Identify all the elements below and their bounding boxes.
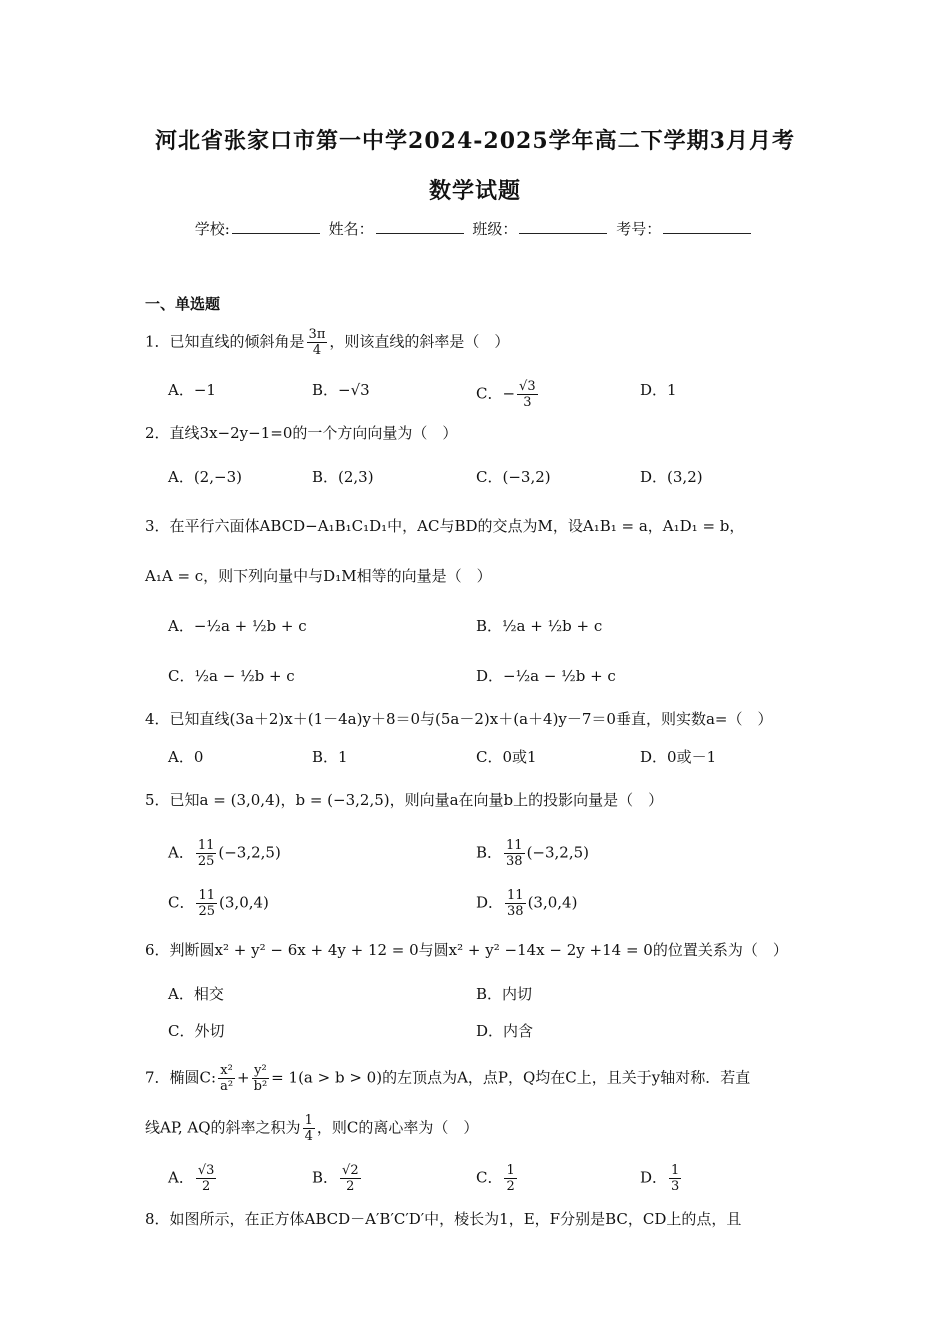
q7-sp-num: 1 — [304, 1113, 313, 1128]
q6-option-d[interactable]: D．内含 — [476, 1022, 534, 1040]
q1-option-b[interactable]: B．−√3 — [312, 381, 370, 399]
question-5-stem: 5．已知a = (3,0,4)，b = (−3,2,5)，则向量a在向量b上的投影向量是（ ） — [145, 791, 664, 809]
q4-option-c[interactable]: C．0或1 — [476, 748, 537, 766]
q3-option-c[interactable]: C．½a − ½b + c — [168, 667, 295, 685]
student-info-line — [0, 218, 950, 239]
q2-option-b[interactable]: B．(2,3) — [312, 468, 374, 486]
q7d-label: D． — [640, 1168, 668, 1187]
question-3-stem-line1: 3．在平行六面体ABCD−A₁B₁C₁D₁中，AC与BD的交点为M，设A₁B₁ = a，A₁D₁ = b， — [145, 517, 745, 535]
q1-option-c-fraction — [517, 379, 538, 410]
q5b-label: B． — [476, 843, 503, 862]
q5b-den: 38 — [506, 854, 523, 869]
q7-x2: x² — [218, 1063, 235, 1079]
exam-title-line2: 数学试题 — [428, 178, 521, 204]
school-blank[interactable] — [232, 219, 320, 234]
q2-option-a[interactable]: A．(2,−3) — [168, 468, 242, 486]
q1-option-c[interactable] — [476, 379, 540, 410]
q5d-num: 11 — [507, 888, 524, 903]
q1c-num: √3 — [519, 379, 536, 394]
q1-frac-den: 4 — [312, 343, 322, 358]
q3-option-d[interactable]: D．−½a − ½b + c — [476, 667, 616, 685]
q7c-den: 2 — [506, 1179, 515, 1194]
q5c-den: 25 — [198, 904, 216, 919]
q7-b2: b² — [253, 1079, 268, 1094]
name-blank[interactable] — [376, 219, 464, 234]
exam-title-line1: 河北省张家口市第一中学2024-2025学年高二下学期3月月考 — [155, 128, 795, 154]
q7a-num: √3 — [197, 1163, 215, 1178]
q4-option-a[interactable]: A．0 — [168, 748, 204, 766]
q5d-den: 38 — [507, 904, 524, 919]
question-3-stem-line2: A₁A = c，则下列向量中与D₁M相等的向量是（ ） — [145, 567, 492, 585]
q5b-num: 11 — [506, 838, 523, 853]
q5-option-a[interactable] — [168, 838, 281, 869]
q5a-label: A． — [168, 843, 194, 862]
q7-y2: y² — [252, 1063, 270, 1079]
q6-option-b[interactable]: B．内切 — [476, 985, 533, 1003]
q7b-label: B． — [312, 1168, 339, 1187]
q1-frac-num: 3π — [308, 327, 326, 342]
q7c-num: 1 — [506, 1163, 515, 1178]
q5c-vector: (3,0,4) — [219, 893, 269, 912]
question-2-stem: 2．直线3x−2y−1=0的一个方向向量为（ ） — [145, 424, 458, 442]
question-6-stem: 6．判断圆x² + y² − 6x + 4y + 12 = 0与圆x² + y² −14x − 2y +14 = 0的位置关系为（ ） — [145, 941, 788, 959]
q5b-fraction — [504, 838, 525, 869]
q7-option-d[interactable] — [640, 1163, 683, 1194]
q7b-fraction — [340, 1163, 361, 1194]
q5c-num: 11 — [198, 888, 216, 903]
q6-option-a[interactable]: A．相交 — [168, 985, 224, 1003]
q7-sp-den: 4 — [304, 1129, 313, 1144]
q4-option-b[interactable]: B．1 — [312, 748, 348, 766]
q5a-fraction — [196, 838, 217, 869]
q5d-label: D． — [476, 893, 504, 912]
q5a-vector: (−3,2,5) — [218, 843, 281, 862]
q1-option-d[interactable]: D．1 — [640, 381, 677, 399]
q7-text-post: (a > b > 0)的左顶点为A，点P，Q均在C上，且关于y轴对称．若直 — [298, 1068, 751, 1087]
q7c-fraction — [504, 1163, 516, 1194]
q5-option-d[interactable] — [476, 888, 577, 919]
q7-a2: a² — [220, 1079, 234, 1094]
question-4-stem: 4．已知直线(3a＋2)x＋(1－4a)y＋8＝0与(5a－2)x＋(a＋4)y－7＝0垂直，则实数a=（ ） — [145, 710, 773, 728]
q1-option-a[interactable]: A．−1 — [168, 381, 216, 399]
q7a-den: 2 — [201, 1179, 211, 1194]
q2-option-c[interactable]: C．(−3,2) — [476, 468, 551, 486]
q7-option-b[interactable] — [312, 1163, 363, 1194]
exam-no-blank[interactable] — [663, 219, 751, 234]
q5-option-c[interactable] — [168, 888, 269, 919]
q5c-label: C． — [168, 893, 195, 912]
q5b-vector: (−3,2,5) — [526, 843, 590, 862]
class-blank[interactable] — [519, 219, 607, 234]
q7d-fraction — [669, 1163, 681, 1194]
q7-option-c[interactable] — [476, 1163, 519, 1194]
question-7-stem-line1: 7．椭圆C: $\frac{\text{x²}}{\text{a²}}$ + $\frac{\text{y²}}{\text{b²}}$ = 1(a > b > 0)的左顶点为A，点P，Q均在C上，且关于y轴对称．若直 — [145, 1063, 751, 1094]
q3-option-b[interactable]: B．½a + ½b + c — [476, 617, 603, 635]
q7a-label: A． — [168, 1168, 194, 1187]
q7-line2-post: ，则C的离心率为（ ） — [316, 1118, 479, 1137]
class-label: 班级： — [472, 220, 518, 238]
q7-slope-product — [303, 1113, 315, 1144]
q7-line2-pre: 线AP, AQ的斜率之积为 — [145, 1118, 301, 1137]
name-label: 姓名： — [328, 220, 374, 238]
q1-fraction — [307, 327, 328, 358]
q5a-num: 11 — [197, 838, 215, 853]
q7c-label: C． — [476, 1168, 503, 1187]
q1-text-pre: 1．已知直线的倾斜角是 — [145, 332, 305, 351]
q7-ellipse-x-term — [218, 1063, 235, 1094]
section-heading: 一、单选题 — [145, 295, 221, 313]
q5-option-b[interactable] — [476, 838, 589, 869]
q1-option-c-label: C．− — [476, 384, 516, 403]
q7b-num: √2 — [342, 1163, 359, 1178]
q1-text-post: ，则该直线的斜率是（ ） — [329, 332, 510, 351]
q7b-den: 2 — [346, 1179, 355, 1194]
q6-option-c[interactable]: C．外切 — [168, 1022, 225, 1040]
q5d-fraction — [505, 888, 526, 919]
q5c-fraction — [196, 888, 217, 919]
question-1-stem — [145, 327, 509, 358]
q1c-den: 3 — [523, 395, 532, 410]
q7-ellipse-y-term — [252, 1063, 270, 1094]
school-label: 学校: — [194, 220, 230, 238]
q7d-num: 1 — [671, 1163, 680, 1178]
q7-text-pre: 7．椭圆C: — [145, 1068, 217, 1087]
q5d-vector: (3,0,4) — [527, 893, 578, 912]
q5a-den: 25 — [197, 854, 215, 869]
q2-option-d[interactable]: D．(3,2) — [640, 468, 703, 486]
question-8-stem: 8．如图所示，在正方体ABCD－A′B′C′D′中，棱长为1，E，F分别是BC，CD上的点，且 — [145, 1210, 742, 1228]
q7d-den: 3 — [671, 1179, 680, 1194]
exam-no-label: 考号： — [616, 220, 662, 238]
q7a-fraction — [196, 1163, 217, 1194]
q4-option-d[interactable]: D．0或－1 — [640, 748, 717, 766]
q3-option-a[interactable]: A．−½a + ½b + c — [168, 617, 307, 635]
q7-option-a[interactable] — [168, 1163, 218, 1194]
question-7-stem-line2 — [145, 1113, 478, 1144]
